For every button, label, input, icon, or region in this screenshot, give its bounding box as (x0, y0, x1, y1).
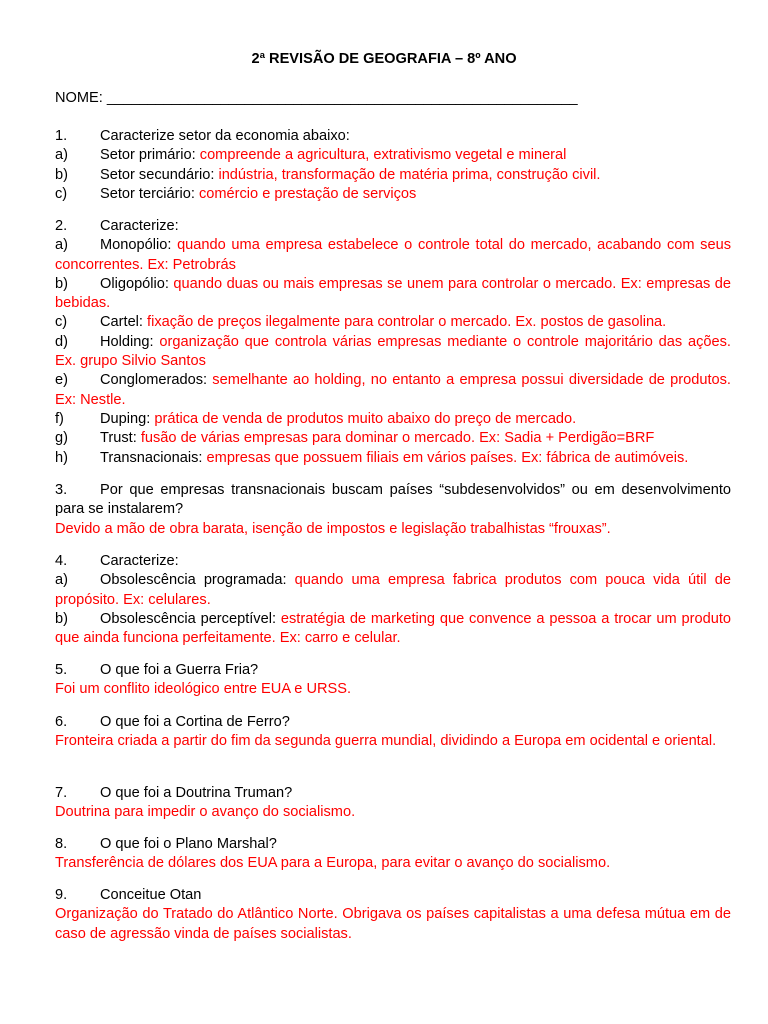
item-answer: quando uma empresa fabrica produtos com pouca vida útil de propósito. Ex: celulares. (55, 572, 732, 608)
question-8 (55, 835, 731, 874)
question-prompt: Conceitue Otan (100, 887, 202, 903)
item-answer: organização que controla várias empresas mediante o controle majoritário das ações. Ex. grupo Silvio Santos (55, 333, 731, 370)
question-5 (55, 661, 731, 700)
question-number: 8. (55, 836, 68, 852)
question-number: 1. (55, 128, 68, 144)
item-label: g) (55, 430, 68, 447)
question-6 (55, 713, 731, 752)
item-answer: semelhante ao holding, no entanto a empresa possui diversidade de produtos. Ex: Nestle. (55, 372, 731, 408)
item-answer: empresas que possuem filiais em vários países. Ex: fábrica de autimóveis. (206, 449, 689, 466)
item-label: d) (55, 333, 68, 350)
list-item (55, 449, 731, 468)
question-answer: Devido a mão de obra barata, isenção de impostos e legislação trabalhistas “frouxas”. (55, 520, 611, 537)
list-item (55, 275, 731, 314)
list-item (55, 429, 731, 448)
question-prompt: O que foi o Plano Marshal? (100, 836, 277, 852)
item-label: b) (55, 166, 68, 183)
question-7 (55, 784, 731, 823)
question-prompt: Caracterize: (100, 218, 179, 234)
list-item (55, 410, 731, 429)
question-number: 2. (55, 218, 68, 234)
question-answer: Fronteira criada a partir do fim da segunda guerra mundial, dividindo a Europa em ocidental e oriental. (55, 733, 717, 750)
item-answer: prática de venda de produtos muito abaixo do preço de mercado. (154, 410, 577, 427)
item-label: a) (55, 572, 68, 589)
item-label: a) (55, 237, 68, 254)
question-number: 4. (55, 553, 68, 569)
item-term: Transnacionais: (100, 449, 207, 466)
item-answer: fixação de preços ilegalmente para controlar o mercado. Ex. postos de gasolina. (147, 314, 667, 331)
question-3 (55, 481, 731, 539)
list-item (55, 146, 731, 165)
item-term: Conglomerados: (100, 372, 213, 389)
list-item (55, 236, 731, 275)
question-answer: Transferência de dólares dos EUA para a Europa, para evitar o avanço do socialismo. (55, 855, 611, 872)
list-item (55, 371, 731, 410)
item-term: Monopólio: (100, 237, 178, 254)
page-title: 2ª REVISÃO DE GEOGRAFIA – 8º ANO (251, 51, 517, 67)
question-4 (55, 552, 731, 648)
question-prompt: O que foi a Cortina de Ferro? (100, 714, 290, 730)
item-answer: compreende a agricultura, extrativismo vegetal e mineral (199, 147, 567, 164)
item-term: Setor terciário: (100, 185, 199, 202)
item-answer: estratégia de marketing que convence a pessoa a trocar um produto que ainda funciona perfeitamente. Ex: carro e celular. (55, 610, 731, 647)
question-answer: Doutrina para impedir o avanço do socialismo. (55, 804, 356, 821)
list-item (55, 333, 731, 372)
name-field-line: NOME: __________________________________________________________ (55, 90, 578, 106)
item-term: Setor secundário: (100, 166, 219, 183)
item-term: Oligopólio: (100, 275, 174, 292)
question-number: 3. (55, 482, 68, 498)
item-answer: comércio e prestação de serviços (198, 185, 417, 202)
item-term: Trust: (100, 430, 141, 447)
item-label: c) (55, 185, 68, 202)
item-label: h) (55, 449, 68, 466)
question-prompt: Caracterize setor da economia abaixo: (100, 128, 350, 144)
list-item (55, 185, 731, 204)
question-1 (55, 127, 731, 204)
item-label: b) (55, 610, 68, 627)
list-item (55, 610, 731, 649)
item-term: Obsolescência perceptível: (100, 610, 281, 627)
item-label: f) (55, 410, 64, 427)
question-prompt: Caracterize: (100, 553, 179, 569)
item-term: Cartel: (100, 314, 148, 331)
question-prompt: Por que empresas transnacionais buscam países “subdesenvolvidos” ou em desenvolvimento para se instalarem? (55, 482, 731, 518)
item-answer: indústria, transformação de matéria prima, construção civil. (218, 166, 601, 183)
question-answer: Organização do Tratado do Atlântico Norte. Obrigava os países capitalistas a uma defesa mútua em de caso de agressão vinda de países socialistas. (55, 906, 731, 942)
list-item (55, 313, 731, 332)
item-answer: quando uma empresa estabelece o controle total do mercado, acabando com seus concorrentes. Ex: Petrobrás (55, 237, 732, 273)
item-label: b) (55, 275, 68, 292)
question-9 (55, 886, 731, 944)
item-term: Duping: (100, 410, 155, 427)
item-label: e) (55, 372, 68, 389)
item-answer: quando duas ou mais empresas se unem para controlar o mercado. Ex: empresas de bebidas. (55, 275, 731, 312)
question-2 (55, 217, 731, 468)
list-item (55, 166, 731, 185)
question-prompt-block (55, 481, 731, 520)
item-label: c) (55, 314, 68, 331)
item-term: Setor primário: (100, 147, 200, 164)
question-answer: Foi um conflito ideológico entre EUA e URSS. (55, 681, 352, 698)
item-label: a) (55, 147, 68, 164)
question-number: 6. (55, 714, 68, 730)
question-number: 7. (55, 785, 68, 801)
item-answer: fusão de várias empresas para dominar o mercado. Ex: Sadia + Perdigão=BRF (140, 430, 655, 447)
question-number: 9. (55, 887, 68, 903)
question-number: 5. (55, 662, 68, 678)
question-prompt: O que foi a Guerra Fria? (100, 662, 259, 678)
item-term: Holding: (100, 333, 160, 350)
question-prompt: O que foi a Doutrina Truman? (100, 785, 293, 801)
item-term: Obsolescência programada: (100, 572, 295, 589)
list-item (55, 571, 731, 610)
